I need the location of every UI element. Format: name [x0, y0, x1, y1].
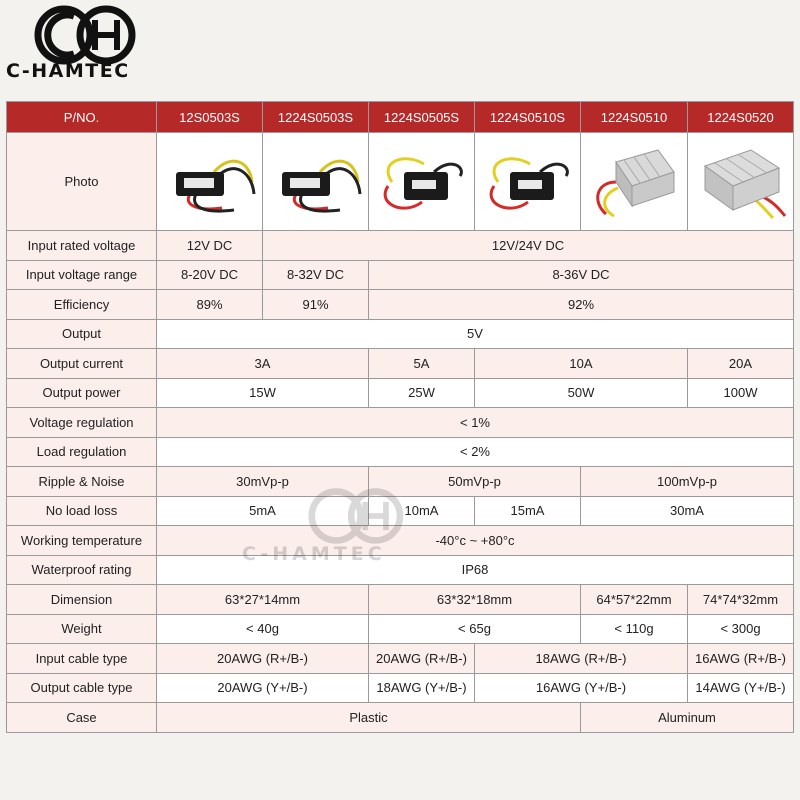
cell-value: 25W [369, 378, 475, 408]
cell-value: Plastic [157, 703, 581, 733]
row-ripple-noise [7, 467, 794, 497]
cell-value: 30mA [581, 496, 794, 526]
cell-value: < 1% [157, 408, 794, 438]
cell-value: 3A [157, 349, 369, 379]
row-label: Output power [7, 378, 157, 408]
cell-value: 91% [263, 290, 369, 320]
row-label: Weight [7, 614, 157, 644]
spec-table [6, 101, 794, 733]
cell-value: 8-32V DC [263, 260, 369, 290]
cell-value: 50W [475, 378, 688, 408]
cell-value: < 110g [581, 614, 688, 644]
row-label: Output cable type [7, 673, 157, 703]
cell-value: 74*74*32mm [688, 585, 794, 615]
cell-value: 15W [157, 378, 369, 408]
cell-value: 50mVp-p [369, 467, 581, 497]
photo-row [7, 133, 794, 231]
row-label: Output current [7, 349, 157, 379]
cell-value: 5A [369, 349, 475, 379]
cell-value: 89% [157, 290, 263, 320]
row-input-cable-type [7, 644, 794, 674]
model-header: 1224S0505S [369, 102, 475, 133]
model-header: 1224S0510S [475, 102, 581, 133]
cell-value: 18AWG (R+/B-) [475, 644, 688, 674]
cell-value: 18AWG (Y+/B-) [369, 673, 475, 703]
cell-value: < 40g [157, 614, 369, 644]
cell-value: 16AWG (Y+/B-) [475, 673, 688, 703]
cell-value: < 300g [688, 614, 794, 644]
cell-value: 10A [475, 349, 688, 379]
cell-value: 16AWG (R+/B-) [688, 644, 794, 674]
black-module-image [268, 142, 364, 222]
cell-value: 8-36V DC [369, 260, 794, 290]
row-output [7, 319, 794, 349]
row-output-current [7, 349, 794, 379]
cell-value: IP68 [157, 555, 794, 585]
row-label: No load loss [7, 496, 157, 526]
row-output-cable-type [7, 673, 794, 703]
product-photo-1224s0505s [369, 133, 475, 231]
model-header: 1224S0520 [688, 102, 794, 133]
row-output-power [7, 378, 794, 408]
chamtec-logo-icon [28, 2, 138, 68]
cell-value: 5V [157, 319, 794, 349]
product-photo-1224s0510 [581, 133, 688, 231]
row-label: Output [7, 319, 157, 349]
row-label: Input voltage range [7, 260, 157, 290]
model-header: 1224S0510 [581, 102, 688, 133]
row-label: Photo [7, 133, 157, 231]
cell-value: 63*32*18mm [369, 585, 581, 615]
row-label: Voltage regulation [7, 408, 157, 438]
cell-value: 14AWG (Y+/B-) [688, 673, 794, 703]
row-input-rated-voltage [7, 231, 794, 261]
row-label: Waterproof rating [7, 555, 157, 585]
brand-logo [0, 0, 170, 90]
cell-value: 20AWG (Y+/B-) [157, 673, 369, 703]
black-module-image [374, 142, 470, 222]
black-module-image [480, 142, 576, 222]
pno-header: P/NO. [7, 102, 157, 133]
row-weight [7, 614, 794, 644]
cell-value: 8-20V DC [157, 260, 263, 290]
header-row [7, 102, 794, 133]
cell-value: 12V DC [157, 231, 263, 261]
row-label: Load regulation [7, 437, 157, 467]
row-label: Ripple & Noise [7, 467, 157, 497]
cell-value: 92% [369, 290, 794, 320]
aluminum-module-image [693, 142, 789, 222]
cell-value: 5mA [157, 496, 369, 526]
product-photo-1224s0510s [475, 133, 581, 231]
row-waterproof-rating [7, 555, 794, 585]
cell-value: 20AWG (R+/B-) [369, 644, 475, 674]
product-photo-1224s0503s [263, 133, 369, 231]
aluminum-module-image [586, 142, 682, 222]
model-header: 12S0503S [157, 102, 263, 133]
row-voltage-regulation [7, 408, 794, 438]
row-label: Case [7, 703, 157, 733]
product-photo-12s0503s [157, 133, 263, 231]
row-label: Dimension [7, 585, 157, 615]
cell-value: < 2% [157, 437, 794, 467]
model-header: 1224S0503S [263, 102, 369, 133]
cell-value: < 65g [369, 614, 581, 644]
row-label: Efficiency [7, 290, 157, 320]
cell-value: 12V/24V DC [263, 231, 794, 261]
row-input-voltage-range [7, 260, 794, 290]
cell-value: 100W [688, 378, 794, 408]
row-working-temperature [7, 526, 794, 556]
cell-value: 20A [688, 349, 794, 379]
row-label: Input cable type [7, 644, 157, 674]
row-case [7, 703, 794, 733]
cell-value: 10mA [369, 496, 475, 526]
cell-value: 100mVp-p [581, 467, 794, 497]
cell-value: 63*27*14mm [157, 585, 369, 615]
product-photo-1224s0520 [688, 133, 794, 231]
cell-value: Aluminum [581, 703, 794, 733]
row-no-load-loss [7, 496, 794, 526]
row-label: Input rated voltage [7, 231, 157, 261]
cell-value: 20AWG (R+/B-) [157, 644, 369, 674]
row-efficiency [7, 290, 794, 320]
cell-value: -40°c ~ +80°c [157, 526, 794, 556]
row-dimension [7, 585, 794, 615]
cell-value: 64*57*22mm [581, 585, 688, 615]
brand-name: C-HAMTEC [6, 60, 130, 82]
cell-value: 30mVp-p [157, 467, 369, 497]
row-label: Working temperature [7, 526, 157, 556]
cell-value: 15mA [475, 496, 581, 526]
watermark-text: C-HAMTEC [242, 543, 386, 565]
row-load-regulation [7, 437, 794, 467]
black-module-image [162, 142, 258, 222]
